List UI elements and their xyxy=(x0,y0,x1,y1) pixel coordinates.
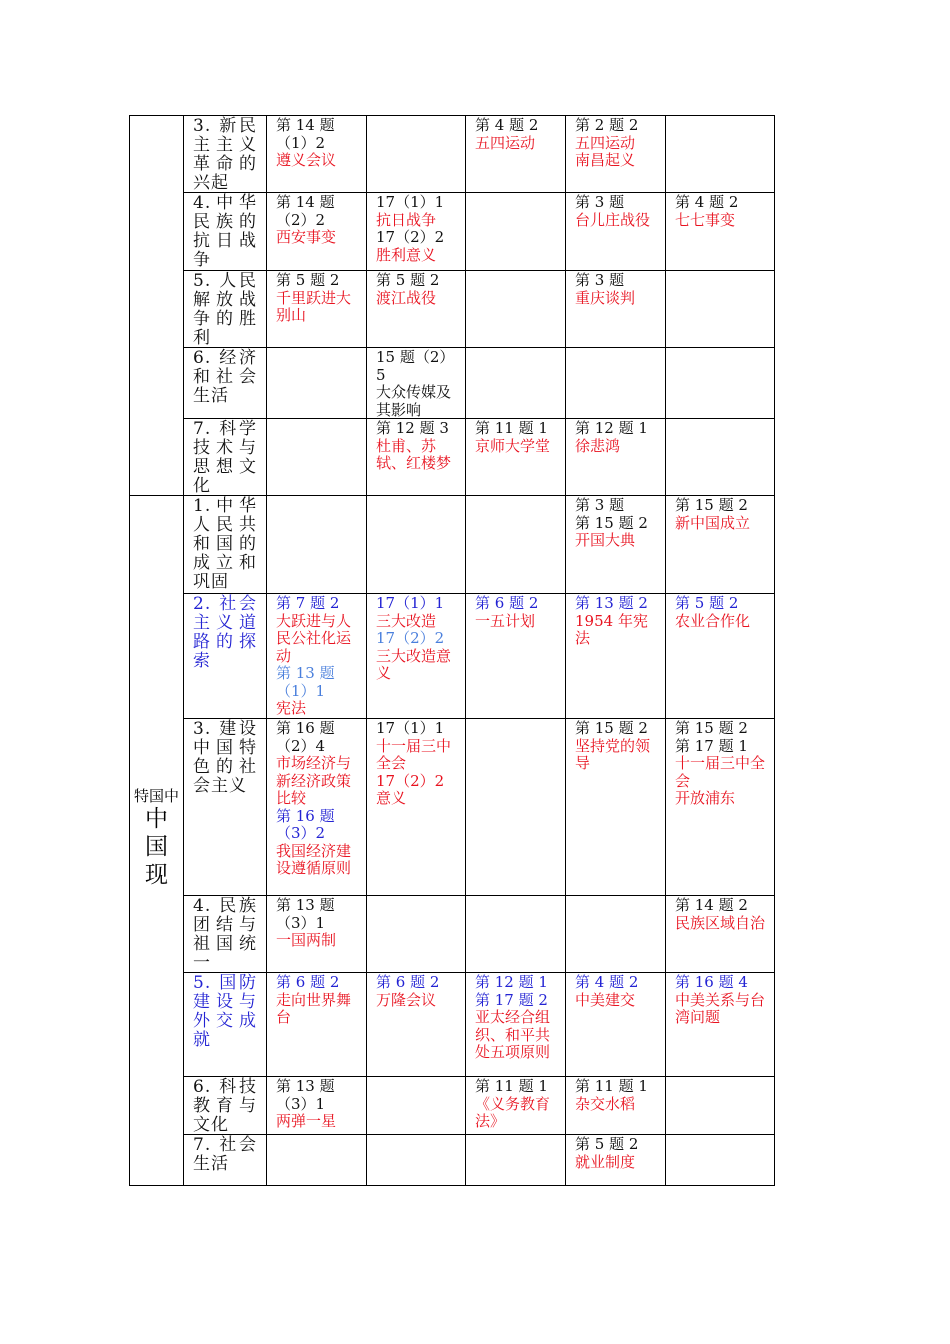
question-cell xyxy=(367,193,465,270)
question-ref: 第 5 题 2 xyxy=(675,594,739,612)
question-ref: 17（2）2 xyxy=(376,629,445,647)
period-label xyxy=(130,788,183,889)
knowledge-point: 开放浦东 xyxy=(675,789,736,807)
knowledge-point: 中美建交 xyxy=(575,990,636,1009)
question-cell xyxy=(367,496,465,593)
knowledge-point: 一国两制 xyxy=(276,931,337,949)
question-ref: 第 4 题 2 xyxy=(475,116,539,134)
topic-cell: 3. 新民主主义革命的兴起 xyxy=(193,116,257,192)
question-cell xyxy=(566,496,665,593)
question-cell xyxy=(566,116,665,192)
knowledge-point: 一五计划 xyxy=(475,611,536,630)
question-cell xyxy=(367,1135,465,1185)
table-border xyxy=(774,115,775,1186)
question-cell xyxy=(466,896,565,972)
question-cell xyxy=(267,1077,366,1134)
topic-cell: 6. 科技教育与文化 xyxy=(193,1077,257,1134)
knowledge-point: 亚太经合组织、和平共处五项原则 xyxy=(475,1008,551,1061)
knowledge-point: 开国大典 xyxy=(575,531,636,549)
period-label-small: 特国中 xyxy=(133,787,179,805)
knowledge-point: 杜甫、苏轼、红楼梦 xyxy=(376,436,452,472)
question-cell xyxy=(367,1077,465,1134)
question-cell xyxy=(566,1135,665,1185)
question-cell xyxy=(666,719,774,895)
question-ref: 第 17 题 1 xyxy=(675,736,748,755)
question-cell xyxy=(666,1077,774,1134)
question-cell xyxy=(267,973,366,1076)
question-cell xyxy=(466,719,565,895)
question-ref: 第 12 题 3 xyxy=(376,419,449,437)
question-cell xyxy=(267,719,366,895)
period-label-char: 中 xyxy=(145,806,168,832)
table-border xyxy=(129,1185,775,1186)
knowledge-point: 意义 xyxy=(376,789,407,807)
knowledge-point: 抗日战争 xyxy=(376,210,437,229)
question-cell xyxy=(566,896,665,972)
period-label-char: 国 xyxy=(145,834,168,860)
question-ref: 第 14 题（2）2 xyxy=(276,193,335,229)
question-cell xyxy=(466,419,565,495)
knowledge-point: 民族区域自治 xyxy=(675,913,766,932)
knowledge-point: 就业制度 xyxy=(575,1152,636,1171)
question-ref: 第 3 题 xyxy=(575,193,625,211)
question-cell xyxy=(666,193,774,270)
question-ref: 第 4 题 2 xyxy=(675,193,739,211)
question-ref: 第 14 题（1）2 xyxy=(276,116,335,152)
question-cell xyxy=(466,973,565,1076)
knowledge-point: 我国经济建设遵循原则 xyxy=(276,841,352,877)
question-ref: 第 4 题 2 xyxy=(575,973,639,991)
question-cell xyxy=(466,594,565,718)
knowledge-point: 胜利意义 xyxy=(376,245,437,264)
question-cell xyxy=(466,116,565,192)
question-cell xyxy=(267,594,366,718)
question-ref: 第 15 题 2 xyxy=(575,719,648,737)
knowledge-point: 千里跃进大别山 xyxy=(276,288,352,324)
question-ref: 第 12 题 1 xyxy=(575,419,648,437)
topic-cell: 2. 社会主义道路的探索 xyxy=(193,594,257,671)
question-ref: 第 3 题 xyxy=(575,271,625,289)
question-cell xyxy=(367,896,465,972)
topic-cell: 7. 科学技术与思想文化 xyxy=(193,419,257,495)
topic-cell: 5. 国防建设与外交成就 xyxy=(193,973,257,1050)
question-ref: 第 5 题 2 xyxy=(575,1135,639,1153)
question-cell xyxy=(367,719,465,895)
question-cell xyxy=(566,348,665,418)
question-cell xyxy=(666,1135,774,1185)
knowledge-point: 坚持党的领导 xyxy=(575,736,651,772)
question-cell xyxy=(367,116,465,192)
question-cell xyxy=(267,348,366,418)
question-ref: 第 13 题（3）1 xyxy=(276,1077,335,1113)
question-cell xyxy=(267,1135,366,1185)
topic-cell: 6. 经济和社会生活 xyxy=(193,348,257,406)
question-cell xyxy=(267,116,366,192)
question-cell xyxy=(466,271,565,347)
question-cell xyxy=(367,348,465,418)
knowledge-point: 七七事变 xyxy=(675,210,736,229)
question-cell xyxy=(367,271,465,347)
question-ref: 第 16 题（2）4 xyxy=(276,719,335,755)
knowledge-point: 新中国成立 xyxy=(675,513,751,532)
knowledge-point: 十一届三中全会 xyxy=(675,754,766,790)
knowledge-point: 徐悲鸿 xyxy=(575,436,621,455)
question-cell xyxy=(466,193,565,270)
question-ref: 第 16 题（3）2 xyxy=(276,806,335,842)
knowledge-point: 三大改造意义 xyxy=(376,646,452,682)
knowledge-point: 五四运动 xyxy=(475,133,536,152)
topic-cell: 3. 建设中国特色的社会主义 xyxy=(193,719,257,796)
knowledge-point: 五四运动 xyxy=(575,133,636,152)
question-ref: 第 16 题 4 xyxy=(675,973,748,991)
table-border xyxy=(129,115,130,1186)
question-cell xyxy=(566,1077,665,1134)
question-ref: 第 7 题 2 xyxy=(276,594,340,612)
question-ref: 第 6 题 2 xyxy=(475,594,539,612)
question-ref: 第 6 题 2 xyxy=(276,973,340,991)
question-cell xyxy=(267,419,366,495)
question-cell xyxy=(267,193,366,270)
knowledge-point: 万隆会议 xyxy=(376,990,437,1009)
knowledge-point: 渡江战役 xyxy=(376,288,437,307)
question-ref: 第 2 题 2 xyxy=(575,116,639,134)
knowledge-point: 农业合作化 xyxy=(675,611,751,630)
knowledge-point: 西安事变 xyxy=(276,228,337,246)
knowledge-point: 台儿庄战役 xyxy=(575,210,651,229)
question-cell xyxy=(566,973,665,1076)
knowledge-point: 三大改造 xyxy=(376,611,437,630)
knowledge-point: 十一届三中全会 xyxy=(376,736,452,772)
topic-cell: 4.中华民族的抗日战争 xyxy=(193,193,257,270)
question-cell xyxy=(666,116,774,192)
question-cell xyxy=(267,271,366,347)
question-cell xyxy=(666,594,774,718)
knowledge-point: 杂交水稻 xyxy=(575,1094,636,1113)
question-cell xyxy=(666,896,774,972)
question-ref: 15 题（2）5 xyxy=(376,348,455,384)
question-ref: 17（1）1 xyxy=(376,193,445,211)
question-ref: 第 11 题 1 xyxy=(475,1077,548,1095)
question-ref: 17（1）1 xyxy=(376,719,445,737)
topic-cell: 5. 人民解放战争的胜利 xyxy=(193,271,257,347)
question-cell xyxy=(367,419,465,495)
question-ref: 第 13 题（1）1 xyxy=(276,664,335,700)
question-cell xyxy=(566,419,665,495)
knowledge-point: 南昌起义 xyxy=(575,151,636,169)
knowledge-point: 市场经济与新经济政策比较 xyxy=(276,754,352,807)
knowledge-point: 京师大学堂 xyxy=(475,436,551,455)
question-cell xyxy=(666,419,774,495)
period-label-char: 现 xyxy=(145,862,168,888)
question-ref: 第 15 题 2 xyxy=(675,719,748,737)
question-ref: 第 5 题 2 xyxy=(276,271,340,289)
question-ref: 第 12 题 1 xyxy=(475,973,548,991)
question-cell xyxy=(466,496,565,593)
question-cell xyxy=(666,348,774,418)
knowledge-point: 《义务教育法》 xyxy=(475,1094,551,1130)
question-cell xyxy=(566,719,665,895)
knowledge-point: 重庆谈判 xyxy=(575,288,636,307)
knowledge-point: 走向世界舞台 xyxy=(276,990,352,1026)
question-cell xyxy=(566,594,665,718)
question-ref: 17（2）2 xyxy=(376,228,445,246)
question-ref: 第 6 题 2 xyxy=(376,973,440,991)
question-cell xyxy=(666,973,774,1076)
question-ref: 第 17 题 2 xyxy=(475,990,548,1009)
question-ref: 第 15 题 2 xyxy=(575,513,648,532)
question-ref: 17（2）2 xyxy=(376,771,445,790)
question-cell xyxy=(466,348,565,418)
question-ref: 1954 年宪法 xyxy=(575,611,648,647)
question-cell xyxy=(666,271,774,347)
question-cell xyxy=(566,193,665,270)
topic-cell: 1.中华人民共和国的成立和巩固 xyxy=(193,496,257,592)
knowledge-point: 大众传媒及其影响 xyxy=(376,383,452,418)
question-cell xyxy=(466,1077,565,1134)
topic-cell: 7. 社会生活 xyxy=(193,1135,257,1174)
question-cell xyxy=(367,594,465,718)
question-ref: 第 5 题 2 xyxy=(376,271,440,289)
question-ref: 第 3 题 xyxy=(575,496,625,514)
knowledge-point: 大跃进与人民公社化运动 xyxy=(276,611,352,665)
question-ref: 第 13 题（3）1 xyxy=(276,896,335,932)
question-ref: 第 13 题 2 xyxy=(575,594,648,612)
exam-topic-table xyxy=(129,115,774,1185)
knowledge-point: 遵义会议 xyxy=(276,151,337,169)
question-ref: 中美关系与台湾问题 xyxy=(675,990,766,1026)
question-cell xyxy=(267,896,366,972)
question-cell xyxy=(367,973,465,1076)
question-ref: 17（1）1 xyxy=(376,594,445,612)
question-cell xyxy=(666,496,774,593)
question-ref: 第 14 题 2 xyxy=(675,896,748,914)
question-ref: 第 15 题 2 xyxy=(675,496,748,514)
question-cell xyxy=(466,1135,565,1185)
knowledge-point: 宪法 xyxy=(276,699,307,717)
question-cell xyxy=(267,496,366,593)
knowledge-point: 两弹一星 xyxy=(276,1112,337,1130)
question-cell xyxy=(566,271,665,347)
topic-cell: 4. 民族团结与祖国统一 xyxy=(193,896,257,972)
question-ref: 第 11 题 1 xyxy=(475,419,548,437)
question-ref: 第 11 题 1 xyxy=(575,1077,648,1095)
